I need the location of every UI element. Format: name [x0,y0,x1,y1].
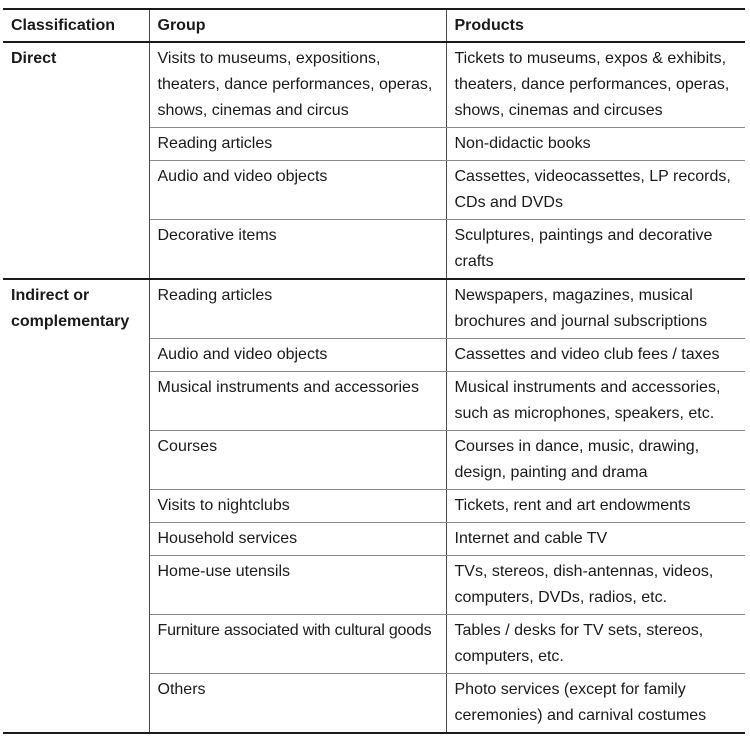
header-classification: Classification [3,9,149,42]
header-products: Products [446,9,745,42]
group-cell: Reading articles [149,128,446,161]
group-cell: Others [149,674,446,734]
table-header-row [3,9,745,42]
products-cell: Internet and cable TV [446,523,745,556]
products-cell: Newspapers, magazines, musical brochures and journal subscriptions [446,279,745,339]
products-cell: TVs, stereos, dish-antennas, videos, computers, DVDs, radios, etc. [446,556,745,615]
products-cell: Courses in dance, music, drawing, design, painting and drama [446,431,745,490]
products-cell: Musical instruments and accessories, such as microphones, speakers, etc. [446,372,745,431]
header-group: Group [149,9,446,42]
group-cell: Visits to museums, expositions, theaters, dance performances, operas, shows, cinemas and circus [149,42,446,128]
group-cell: Visits to nightclubs [149,490,446,523]
products-cell: Cassettes, videocassettes, LP records, CDs and DVDs [446,161,745,220]
classification-cell-direct: Direct [3,42,149,279]
group-cell: Decorative items [149,220,446,280]
products-cell: Non-didactic books [446,128,745,161]
group-cell: Audio and video objects [149,339,446,372]
group-cell: Furniture associated with cultural goods [149,615,446,674]
table-row [3,279,745,339]
products-cell: Sculptures, paintings and decorative crafts [446,220,745,280]
group-cell: Household services [149,523,446,556]
classification-table-container [3,8,745,734]
table-row [3,42,745,128]
products-cell: Photo services (except for family ceremonies) and carnival costumes [446,674,745,734]
group-cell: Audio and video objects [149,161,446,220]
group-cell: Home-use utensils [149,556,446,615]
products-cell: Cassettes and video club fees / taxes [446,339,745,372]
group-cell: Courses [149,431,446,490]
group-cell: Reading articles [149,279,446,339]
cultural-goods-classification-table [3,8,745,734]
classification-cell-indirect: Indirect or complementary [3,279,149,733]
products-cell: Tickets, rent and art endowments [446,490,745,523]
products-cell: Tickets to museums, expos & exhibits, theaters, dance performances, operas, shows, cinemas and circuses [446,42,745,128]
group-cell: Musical instruments and accessories [149,372,446,431]
products-cell: Tables / desks for TV sets, stereos, computers, etc. [446,615,745,674]
